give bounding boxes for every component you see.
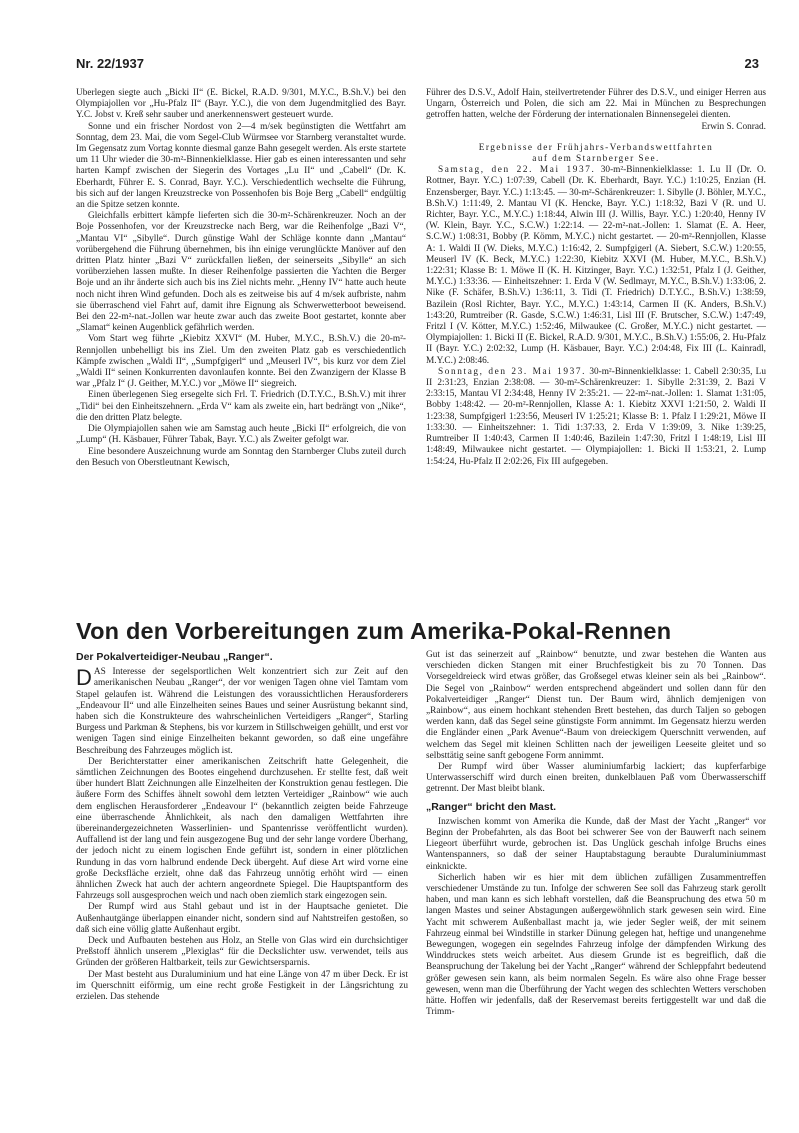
paragraph: Die Olympiajollen sahen wie am Samstag auch heute „Bicki II“ erfolgreich, die von „Lump“ (H. Käsbauer, Führer Tabak, Bayr. Y.C.) als Zweiter gefolgt war. [76, 424, 406, 446]
paragraph: Der Mast besteht aus Duraluminium und hat eine Länge von 47 m über Deck. Er ist im Querschnitt eiförmig, um eine recht große Festigkeit in der Längsrichtung zu erzielen. Das stehende [76, 969, 408, 1003]
paragraph: Inzwischen kommt von Amerika die Kunde, daß der Mast der Yacht „Ranger“ vor Beginn der Probefahrten, als das Boot bei schwerer See von der Bauwerft nach seinem Liegeort überführt wurde, gebrochen ist. Das Unglück geschah infolge Bruchs eines Wantenspanners, so daß der seiner Hauptabstagung beraubte Duraluminiummast einknickte. [426, 816, 766, 872]
drop-cap: D [76, 665, 92, 691]
article-title: Von den Vorbereitungen zum Amerika-Pokal-Rennen [76, 618, 672, 644]
results-heading-line-1: Ergebnisse der Frühjahrs-Verbandswettfahrten [478, 142, 714, 153]
results-sunday [426, 367, 766, 468]
results-heading [426, 143, 766, 165]
paragraph: Gut ist das seinerzeit auf „Rainbow“ benutzte, und zwar bestehen die Wanten aus verschieden dicken Stangen mit einer Bruchfestigkeit bis zu 70 Tonnen. Das Vorsegeldreieck wird etwas größer, das Großsegel etwas kleiner sein als bei „Rainbow“. Die Segel von „Rainbow“ werden entsprechend abgeändert und sollen dann für den Pokalverteidiger „Ranger“ Dienst tun. Der Baum wird, ähnlich demjenigen von „Rainbow“, aus einem hochkant stehenden Brett bestehen, das durch Taljen so gebogen werden kann, daß das Segel seine günstigste Form annimmt. Im Gegensatz hierzu werden die Engländer einen „Park Avenue“-Baum von dreieckigem Querschnitt verwenden, auf welchem das Segel mit kleinen Schlitten nach der jeweiligen Leeseite gleitet und so selbsttätig seine sanft gebogene Form annimmt. [426, 650, 766, 761]
article-subheading: „Ranger“ bricht den Mast. [426, 800, 557, 813]
day-label: Samstag, den 22. Mai 1937. [438, 165, 596, 176]
page-header [76, 56, 759, 74]
paragraph: Führer des D.S.V., Adolf Hain, steilvertretender Führer des D.S.V., und einiger Herren aus Ungarn, Österreich und Polen, die sich am 22. Mai in München zu Besprechungen getroffen hatten, welche der Förderung der internationalen Binnensegelei dienten. [426, 88, 766, 121]
results-saturday [426, 165, 766, 367]
paragraph [76, 667, 408, 757]
column-top-right [426, 88, 766, 598]
paragraph: Überlegen siegte auch „Bicki II“ (E. Bickel, R.A.D. 9/301, M.Y.C., B.Sh.V.) bei den Olympiajollen vor „Hu-Pfalz II“ (Bayr. Y.C.), die von dem Jugendmitglied des Bayr. Y.C. Jobst v. Kreß sehr sauber und anerkennenswert gesteuert wurde. [76, 88, 406, 121]
issue-number: Nr. 22/1937 [76, 56, 144, 71]
paragraph: Der Rumpf wird über Wasser aluminiumfarbig lackiert; das kupferfarbige Unterwasserschiff wird durch einen breiten, dunkelblauen Paß vom Überwasserschiff getrennt. Der Mast bleibt blank. [426, 762, 766, 795]
paragraph: Der Rumpf wird aus Stahl gebaut und ist in der Hauptsache genietet. Die Außenhautgänge überlappen einander nicht, sondern sind auf Nahtstreifen gestoßen, so daß sich eine völlig glatte Außenhaut ergibt. [76, 902, 408, 935]
results-text: 30-m²-Binnenkielklasse: 1. Lu II (Dr. O. Rottner, Bayr. Y.C.) 1:07:39, Cabell (Dr. K. Eberhardt, Bayr. Y.C.) 1:10:25, Enzian (H. Enzensberger, Bayr. Y.C.) 1:13:45. — 30-m²-Schärenkreuzer: 1. Sibylle (J. Böhler, M.Y.C., B.Sh.V.) 1:11:49, 2. Mantau VI (K. Hencke, Bayr. Y.C.) 1:18:32, Bazi V (R. und U. Richter, Bayr. Y.C., M.Y.C.) 1:18:44, Alwin III (J. Willis, Bayr. Y.C.) 1:20:40, Henny IV (W. Klein, Bayr. Y.C., S.C.W.) 1:22:14. — 22-m²-nat.-Jollen: 1. Slamat (E. A. Heer, S.C.W.) 1:08:31, Bobby (P. Kömm, M.Y.C.) nicht gestartet. — 20-m²-Rennjollen, Klasse A: 1. Waldi II (W. Dieks, M.Y.C.) 1:16:42, 2. Sumpfgigerl (A. Siebert, S.C.W.) 1:20:55, Meuserl IV (K. Beck, M.Y.C.) 1:22:30, Kiebitz XXVI (M. Huber, M.Y.C., B.Sh.V.) 1:22:31; Klasse B: 1. Möwe II (K. H. Kitzinger, Bayr. Y.C.) 1:32:51, Pfalz I (J. Geither, M.Y.C.) 1:33:36. — Einheitszehner: 1. Erda V (W. Sedlmayr, M.Y.C., B.Sh.V.) 1:33:06, 2. Nike (F. Schäfer, B.Sh.V.) 1:36:11, 3. Tidi (T. Friedrich) D.T.Y.C., B.Sh.V.) 1:38:59, Bazilein (Rosl Richter, Bayr. Y.C., M.Y.C.) 1:43:14, Carmen II (K. Anders, B.Sh.V.) 1:43:20, Rumtreiber (R. Gasde, S.C.W.) 1:46:31, Lisl III (F. Brutscher, S.C.W.) 1:47:49, Fritzl I (V. Kötter, M.Y.C.) 1:52:46, Milwaukee (C. Großer, M.Y.C.) nicht gestartet. — Olympiajollen: 1. Bicki II (E. Bickel, R.A.D. 9/301, M.Y.C., B.Sh.V.) 1:55:06, 2. Hu-Pfalz II (Bayr. Y.C.) 2:02:32, Lump (H. Käsbauer, Bayr. Y.C.) 2:04:48, Fix III (L. Kainradl, M.Y.C.) 2:08:46. [426, 165, 766, 366]
results-heading-line-2: auf dem Starnberger See. [532, 154, 660, 165]
paragraph: Vom Start weg führte „Kiebitz XXVI“ (M. Huber, M.Y.C., B.Sh.V.) die 20-m²-Rennjollen unbehelligt bis ins Ziel. Um den zweiten Platz gab es verschiedentlich Kämpfe zwischen „Waldi II“, „Sumpfgigerl“ und „Meuserl IV“, bis kurz vor dem Ziel „Waldi II“ seinen Konkurrenten davonlaufen konnte. Bei den Zwanzigern der Klasse B war „Pfalz I“ (J. Geither, M.Y.C.) vor „Möwe II“ siegreich. [76, 334, 406, 390]
paragraph-text: AS Interesse der segelsportlichen Welt konzentriert sich zur Zeit auf den amerikanischen Neubau „Ranger“, der vor wenigen Tagen ohne viel Tamtam vom Stapel gelaufen ist. Während die Leistungen des voraussichtlichen Herausforderers „Endeavour II“ und alle Einzelheiten seines Baues und seiner Ausrüstung bekannt sind, haben sich die Konstrukteure des wahrscheinlichen Verteidigers „Ranger“, Starling Burgess und Parkman & Stephens, bis vor kurzem in Stillschweigen gehüllt, und erst vor wenigen Tagen sind einige Einzelheiten bekannt geworden, so daß eine ungefähre Beschreibung des Fahrzeuges möglich ist. [76, 667, 408, 756]
day-label: Sonntag, den 23. Mai 1937. [438, 366, 587, 377]
page-number: 23 [744, 56, 759, 71]
author-signature: Erwin S. Conrad. [701, 121, 766, 132]
column-bottom-right [426, 650, 766, 1105]
paragraph: Gleichfalls erbittert kämpfe lieferten sich die 30-m²-Schärenkreuzer. Noch an der Boje Possenhofen, vor der Kreuzstrecke nach Berg, war die Reihenfolge „Bazi V“, „Mantau VI“ „Sibylle“. Durch günstige Wahl der Schläge konnte dann „Mantau“ vorübergehend die Führung übernehmen, bis ihn einige verunglückte Manöver auf den dritten Platz hinter „Bazi V“ zurückfallen ließen, der seinerseits „Sibylle“ an sich vorüberziehen lassen mußte. In dieser Reihenfolge passierten die Yachten die Berger Boje und an ihr änderte sich auch bis ins Ziel nichts mehr. „Henny IV“ hatte auch heute noch nicht ihren Wind gefunden. Doch als es zeitweise bis auf 4 m/sek aufbriste, nahm sie überraschend viel Fahrt auf, damit ihre Eignung als Schwerwetterboot beweisend. Bei den 22-m²-nat.-Jollen war heute zwar auch das zweite Boot gestartet, konnte aber „Slamat“ keinen Augenblick gefährlich werden. [76, 211, 406, 334]
paragraph: Eine besondere Auszeichnung wurde am Sonntag den Starnberger Clubs zuteil durch den Besuch von Oberstleutnant Kewisch, [76, 446, 406, 468]
column-bottom-left [76, 650, 408, 1105]
results-text: 30-m²-Binnenkielklasse: 1. Cabell 2:30:35, Lu II 2:31:23, Enzian 2:38:08. — 30-m²-Schärenkreuzer: 1. Sibylle 2:31:39, 2. Bazi V 2:33:15, Mantau VI 2:34:48, Henny IV 2:35:21. — 22-m²-nat.-Jollen: 1. Slamat 1:31:05, Bobby 1:48:42. — 20-m²-Rennjollen, Klasse A: 1. Kiebitz XXVI 1:21:50, 2. Waldi II 1:23:38, Sumpfgigerl 1:23:56, Meuserl IV 1:25:21; Klasse B: 1. Pfalz I 1:29:21, Möwe II 1:33:30. — Einheitszehner: 1. Tidi 1:37:33, 2. Erda V 1:39:09, 3. Nike 1:39:25, Rumtreiber II 1:40:43, Carmen II 1:40:46, Bazilein 1:47:30, Fritzl I 1:48:19, Lisl III 1:48:49, Milwaukee nicht gestartet. — Olympiajollen: 1. Bicki II 1:53:21, 2. Lump 1:54:24, Hu-Pfalz II 2:02:26, Fix III aufgegeben. [426, 366, 766, 467]
paragraph: Der Berichterstatter einer amerikanischen Zeitschrift hatte Gelegenheit, die sämtlichen Zeichnungen des Bootes eingehend durchzusehen. Er stellte fest, daß weit über hundert Blatt Zeichnungen alle Einzelheiten der Konstruktion genau festlegen. Die äußere Form des Schiffes ähnelt sowohl dem letzten Verteidiger „Rainbow“ wie auch dem englischen Herausforderer „Endeavour I“ (bekanntlich zeigten beide Fahrzeuge eine überraschende Ähnlichkeit, als nach den damaligen Wettfahrten ihre übereinandergezeichneten Wasserlinien- und Spantenrisse veröffentlicht wurden). Auffallend ist der lang und fein ausgezogene Bug und der sehr lange vordere Überhang, der jedoch nicht zu einem logischen Ende geführt ist, sondern in einer plötzlichen Rundung in das vorn halbrund endende Deck übergeht. Auf diese Art wird vorne eine große Decksfläche erzielt, ohne daß das Fahrzeug unnötig erhöht wird — einen ähnlichen Zweck hat auch der achtern angeordnete Spiegel. Die Hauptspantform des Fahrzeugs soll ausgesprochen weich und nach oben ziemlich stark eingezogen sein. [76, 756, 408, 902]
paragraph: Sonne und ein frischer Nordost von 2—4 m/sek begünstigten die Wettfahrt am Sonntag, dem 23. Mai, die vom Segel-Club Würmsee vor Starnberg veranstaltet wurde. Im Gegensatz zum Vortag konnte diesmal ganze Bahn gesegelt werden. Als erste startete um 11 Uhr wieder die 30-m²-Binnenkielklasse. Hier gab es einen interessanten und sehr harten Kampf zwischen der Siegerin des Vortages „Lu II“ und „Cabell“ (Dr. K. Eberhardt, Führer E. S. Conrad, Bayr. Y.C.). Verschiedentlich wechselte die Führung, bis sich auf der langen Kreuzstrecke von Possenhofen bis Boje Berg „Cabell“ endgültig an die Spitze setzen konnte. [76, 121, 406, 211]
article-subheading: Der Pokalverteidiger-Neubau „Ranger“. [76, 651, 273, 663]
paragraph: Deck und Aufbauten bestehen aus Holz, an Stelle von Glas wird ein durchsichtiger Preßstoff ähnlich unserem „Plexiglas“ für die Deckslichter usw. verwendet, teils aus Gründen der größeren Haltbarkeit, teils zur Gewichtsersparnis. [76, 936, 408, 969]
paragraph: Einen überlegenen Sieg ersegelte sich Frl. T. Friedrich (D.T.Y.C., B.Sh.V.) mit ihrer „Tidi“ bei den Einheitszehnern. „Erda V“ kam als zweite ein, hart bedrängt von „Nike“, die den dritten Platz belegte. [76, 390, 406, 423]
paragraph: Sicherlich haben wir es hier mit dem üblichen zufälligen Zusammentreffen verschiedener Umstände zu tun. Infolge der schweren See soll das Fahrzeug stark gerollt haben, und man kann es sich lebhaft vorstellen, daß die Beanspruchung des etwa 50 m langen Mastes und seiner Abstagungen außergewöhnlich stark gewesen sein wird. Eine Yacht mit schwerem Außenballast macht ja, wie jeder Segler weiß, der mit seinem Fahrzeug einmal bei Windstille in starker Dünung gelegen hat, heftige und unangenehme Bewegungen, wogegen ein segelndes Fahrzeug infolge der dämpfenden Wirkung des Winddruckes stets weich arbeitet. Aus diesem Grunde ist es begreiflich, daß die Beanspruchung der Takelung bei der Yacht „Ranger“ während der Schleppfahrt bedeutend größer gewesen sein kann, als beim normalen Segeln. Es wäre also ohne Frage besser gewesen, wenn man die Überführung der Yacht wegen des schlechten Wetters verschoben hätte. Hoffen wir jedenfalls, daß der Reservemast bereits fertiggestellt war und daß die Trimm- [426, 872, 766, 1018]
column-top-left [76, 88, 406, 598]
